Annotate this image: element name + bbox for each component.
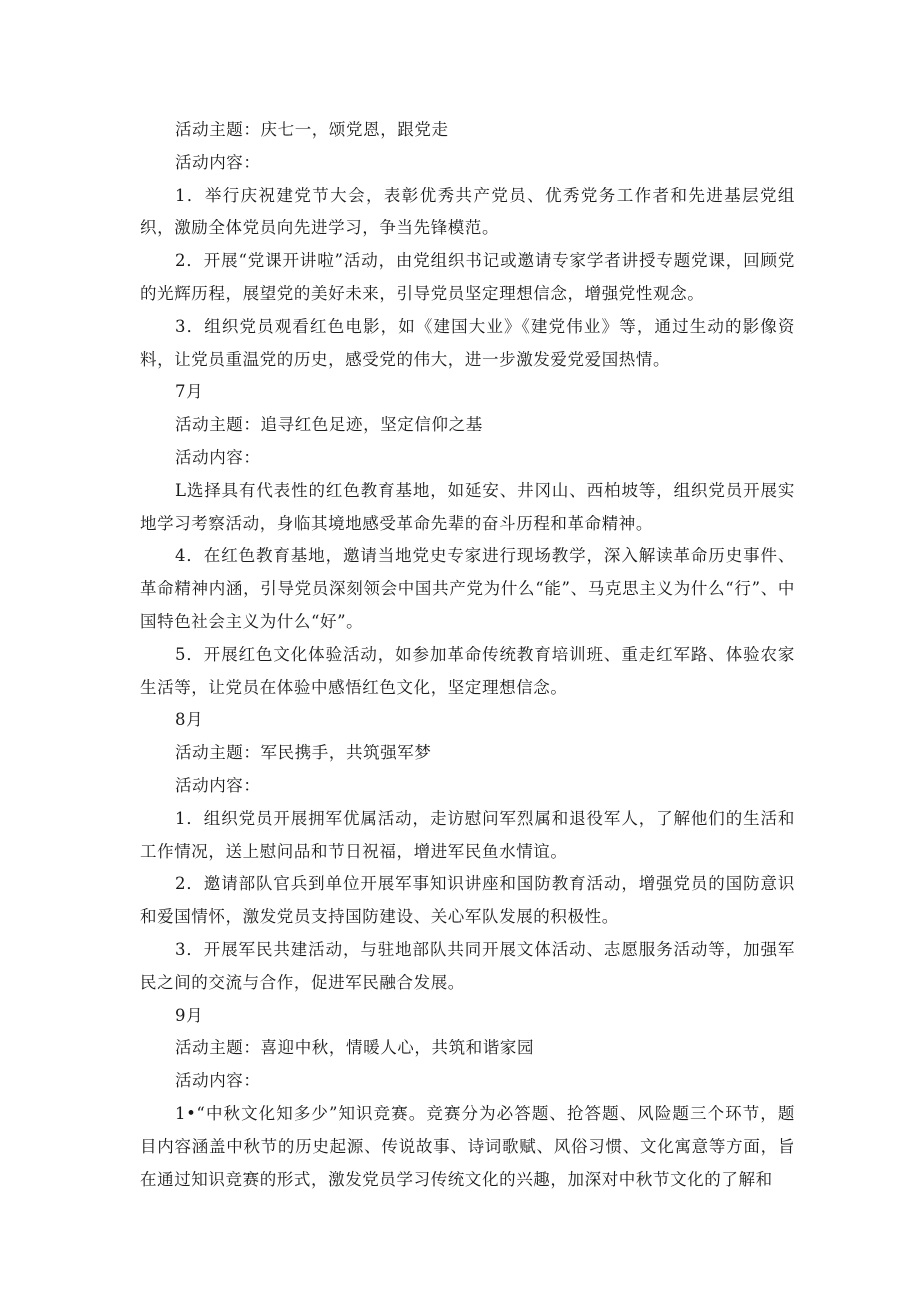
list-item: 3．开展军民共建活动，与驻地部队共同开展文体活动、志愿服务活动等，加强军民之间的交流与合作，促进军民融合发展。 [140,939,795,992]
month-heading: 9月 [175,1005,204,1025]
document-body [140,114,795,1196]
theme-line: 活动主题：军民携手，共筑强军梦 [175,743,432,763]
list-item: 4．在红色教育基地，邀请当地党史专家进行现场教学，深入解读革命历史事件、革命精神内涵，引导党员深刻领会中国共产党为什么“能”、马克思主义为什么“行”、中国特色社会主义为什么“好”。 [140,546,795,631]
month-heading: 8月 [175,710,204,730]
list-item: 1•“中秋文化知多少”知识竞赛。竞赛分为必答题、抢答题、风险题三个环节，题目内容涵盖中秋节的历史起源、传说故事、诗词歌赋、风俗习惯、文化寓意等方面，旨在通过知识竞赛的形式，激发党员学习传统文化的兴趣，加深对中秋节文化的了解和 [140,1103,795,1189]
list-item: L选择具有代表性的红色教育基地，如延安、井冈山、西柏坡等，组织党员开展实地学习考察活动，身临其境地感受革命先辈的奋斗历程和革命精神。 [140,480,795,533]
list-item: 1．组织党员开展拥军优属活动，走访慰问军烈属和退役军人，了解他们的生活和工作情况，送上慰问品和节日祝福，增进军民鱼水情谊。 [140,808,795,861]
theme-line: 活动主题：追寻红色足迹，坚定信仰之基 [175,415,483,435]
content-label: 活动内容： [175,447,261,467]
list-item: 3．组织党员观看红色电影，如《建国大业》《建党伟业》等，通过生动的影像资料，让党员重温党的历史，感受党的伟大，进一步激发爱党爱国热情。 [140,316,795,369]
theme-line: 活动主题：庆七一，颂党恩，跟党走 [175,120,449,139]
content-label: 活动内容： [175,1071,261,1091]
theme-line: 活动主题：喜迎中秋，情暖人心，共筑和谐家园 [175,1038,535,1058]
month-heading: 7月 [175,382,204,402]
content-label: 活动内容： [175,775,261,795]
content-label: 活动内容： [175,152,261,172]
list-item: 5．开展红色文化体验活动，如参加革命传统教育培训班、重走红军路、体验农家生活等，让党员在体验中感悟红色文化，坚定理想信念。 [140,644,795,697]
list-item: 2．开展“党课开讲啦”活动，由党组织书记或邀请专家学者讲授专题党课，回顾党的光辉历程，展望党的美好未来，引导党员坚定理想信念，增强党性观念。 [140,251,795,303]
list-item: 2．邀请部队官兵到单位开展军事知识讲座和国防教育活动，增强党员的国防意识和爱国情怀，激发党员支持国防建设、关心军队发展的积极性。 [140,874,795,927]
list-item: 1．举行庆祝建党节大会，表彰优秀共产党员、优秀党务工作者和先进基层党组织，激励全体党员向先进学习，争当先锋模范。 [140,185,795,238]
